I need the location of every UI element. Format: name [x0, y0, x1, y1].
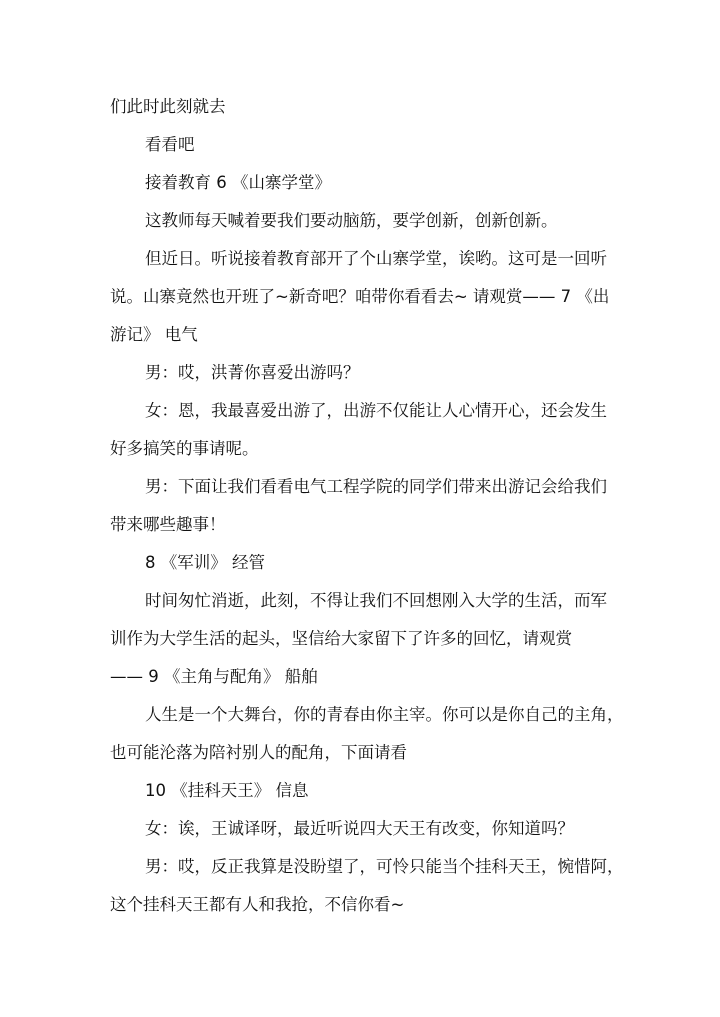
dialogue-line: 女：诶，王诚译呀，最近听说四大天王有改变，你知道吗？ [145, 819, 574, 838]
text-line: 好多搞笑的事请呢。 [110, 439, 259, 458]
text-line: 这教师每天喊着要我们要动脑筋，要学创新，创新创新。 [145, 211, 558, 230]
program-item-heading: 接着教育 6 《山寨学堂》 [145, 173, 331, 192]
text-line: 训作为大学生活的起头，坚信给大家留下了许多的回忆，请观赏 [110, 629, 572, 648]
text-line: 这个挂科天王都有人和我抢，不信你看~ [110, 895, 405, 914]
text-line: —— 9 《主角与配角》 船舶 [110, 667, 318, 686]
text-line: 们此时此刻就去 [110, 97, 226, 116]
text-line: 说。山寨竟然也开班了~新奇吧？咱带你看看去~ 请观赏—— 7 《出 [110, 287, 610, 306]
text-line: 人生是一个大舞台，你的青春由你主宰。你可以是你自己的主角， [145, 705, 624, 724]
text-line: 时间匆忙消逝，此刻，不得让我们不回想刚入大学的生活，而军 [145, 591, 607, 610]
dialogue-line: 男：下面让我们看看电气工程学院的同学们带来出游记会给我们 [145, 477, 607, 496]
dialogue-line: 女：恩，我最喜爱出游了，出游不仅能让人心情开心，还会发生 [145, 401, 607, 420]
text-line: 游记》 电气 [110, 325, 198, 344]
text-line: 也可能沦落为陪衬别人的配角，下面请看 [110, 743, 407, 762]
dialogue-line: 男：哎，反正我算是没盼望了，可怜只能当个挂科天王，惋惜阿， [145, 857, 624, 876]
program-item-heading: 8 《军训》 经管 [145, 553, 265, 572]
program-item-heading: 10 《挂科天王》 信息 [145, 781, 309, 800]
text-line: 看看吧 [145, 135, 195, 154]
dialogue-line: 男：哎，洪菁你喜爱出游吗？ [145, 363, 360, 382]
text-line: 带来哪些趣事！ [110, 515, 226, 534]
text-line: 但近日。听说接着教育部开了个山寨学堂，诶哟。这可是一回听 [145, 249, 607, 268]
